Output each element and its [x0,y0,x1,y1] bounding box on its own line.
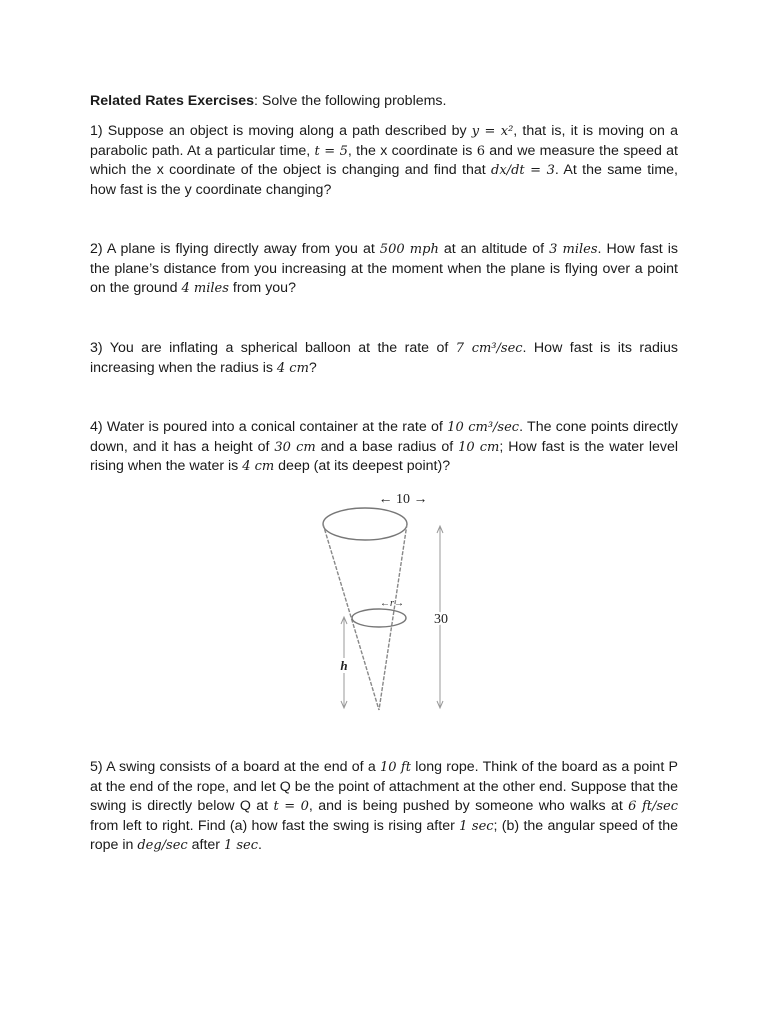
water-surface [352,609,406,627]
problem-3 [90,339,678,378]
problem-3-math: 7 cm³/sec [455,341,523,356]
problem-1-math: t = 5 [314,143,348,159]
problem-5 [90,758,678,856]
problem-4-math: 10 cm [458,439,500,455]
problem-5-text: 5) A swing consists of a board at the end of a [90,759,380,775]
problem-2-math: 3 miles [549,242,598,257]
cone-height-label: 30 [434,612,448,627]
problem-5-text: , and is being pushed by someone who walks at [308,798,629,815]
problem-5-math: 10 ft [379,760,411,775]
problem-3-text: . How fast is its radius increasing when the radius is [90,340,679,376]
problem-5-text: after [187,837,224,854]
problem-5-text: from left to right. Find (a) how fast the swing is rising after [90,817,460,834]
problem-5-math: 6 ft/sec [628,799,679,815]
problem-5-text: ; (b) the angular speed of the rope in [90,817,678,854]
problem-2-text: . How fast is the plane’s distance from you increasing at the moment when the plane is flying over a point on the ground [90,241,679,297]
problem-4-math: 4 cm [242,459,275,475]
problem-3-math: 4 cm [276,360,309,376]
radius-label: ←r→ [380,598,404,609]
cone-top-width-label: ← 10 → [378,492,428,507]
problem-3-text: 3) You are inflating a spherical balloon at the rate of [90,340,456,356]
problem-2-math: 500 mph [379,242,439,257]
problem-1-math: dx/dt = 3 [491,163,555,179]
problem-4-text: ; How fast is the water level rising when the water is [90,438,678,475]
problem-5-math: t = 0 [273,799,309,815]
cone-right-edge [379,524,407,710]
problem-3-text: ? [308,359,317,376]
problem-1-math: y = x² [471,124,514,139]
cone-diagram [310,486,460,718]
water-depth-label: h [340,658,348,673]
problem-4-text: 4) Water is poured into a conical container at the rate of [90,419,448,435]
problem-4-math: 10 cm³/sec [447,420,520,435]
problem-1-text: , the x coordinate is [347,142,477,159]
problem-4-text: . The cone points directly down, and it has a height of [90,419,678,455]
problem-1-text: and we measure the speed at which the x coordinate of the object is changing and find that [90,142,678,179]
problem-2 [90,240,678,299]
problem-4-text: deep (at its deepest point)? [274,458,451,475]
problem-1-text: . At the same time, how fast is the y coordinate changing? [90,162,678,198]
problem-5-text: . [258,837,262,854]
problem-1-math: 6 [476,143,485,159]
problem-5-math: 1 sec [459,818,494,834]
problem-2-text: from you? [228,280,296,297]
problem-2-text: 2) A plane is flying directly away from you at [90,241,380,257]
problem-2-math: 4 miles [181,281,229,297]
cone-left-edge [323,524,379,710]
problem-1 [90,122,678,200]
heading-title: Related Rates Exercises [90,93,255,109]
problem-2-text: at an altitude of [438,241,550,257]
heading-instruction: : Solve the following problems. [254,93,447,109]
problem-5-math: deg/sec [137,838,188,854]
worksheet-heading [90,92,678,112]
problem-4-text: and a base radius of [315,438,459,455]
problem-5-text: long rope. Think of the board as a point P at the end of the rope, and let Q be the point of attachment at the other end. Suppose that the swing is directly below Q at [90,759,678,815]
cone-rim [323,508,407,540]
problem-4 [90,418,678,477]
problem-1-text: 1) Suppose an object is moving along a path described by [90,123,472,139]
problem-1-text: , that is, it is moving on a parabolic path. At a particular time, [90,123,678,159]
problem-5-math: 1 sec [223,838,259,854]
problem-4-math: 30 cm [274,439,316,455]
